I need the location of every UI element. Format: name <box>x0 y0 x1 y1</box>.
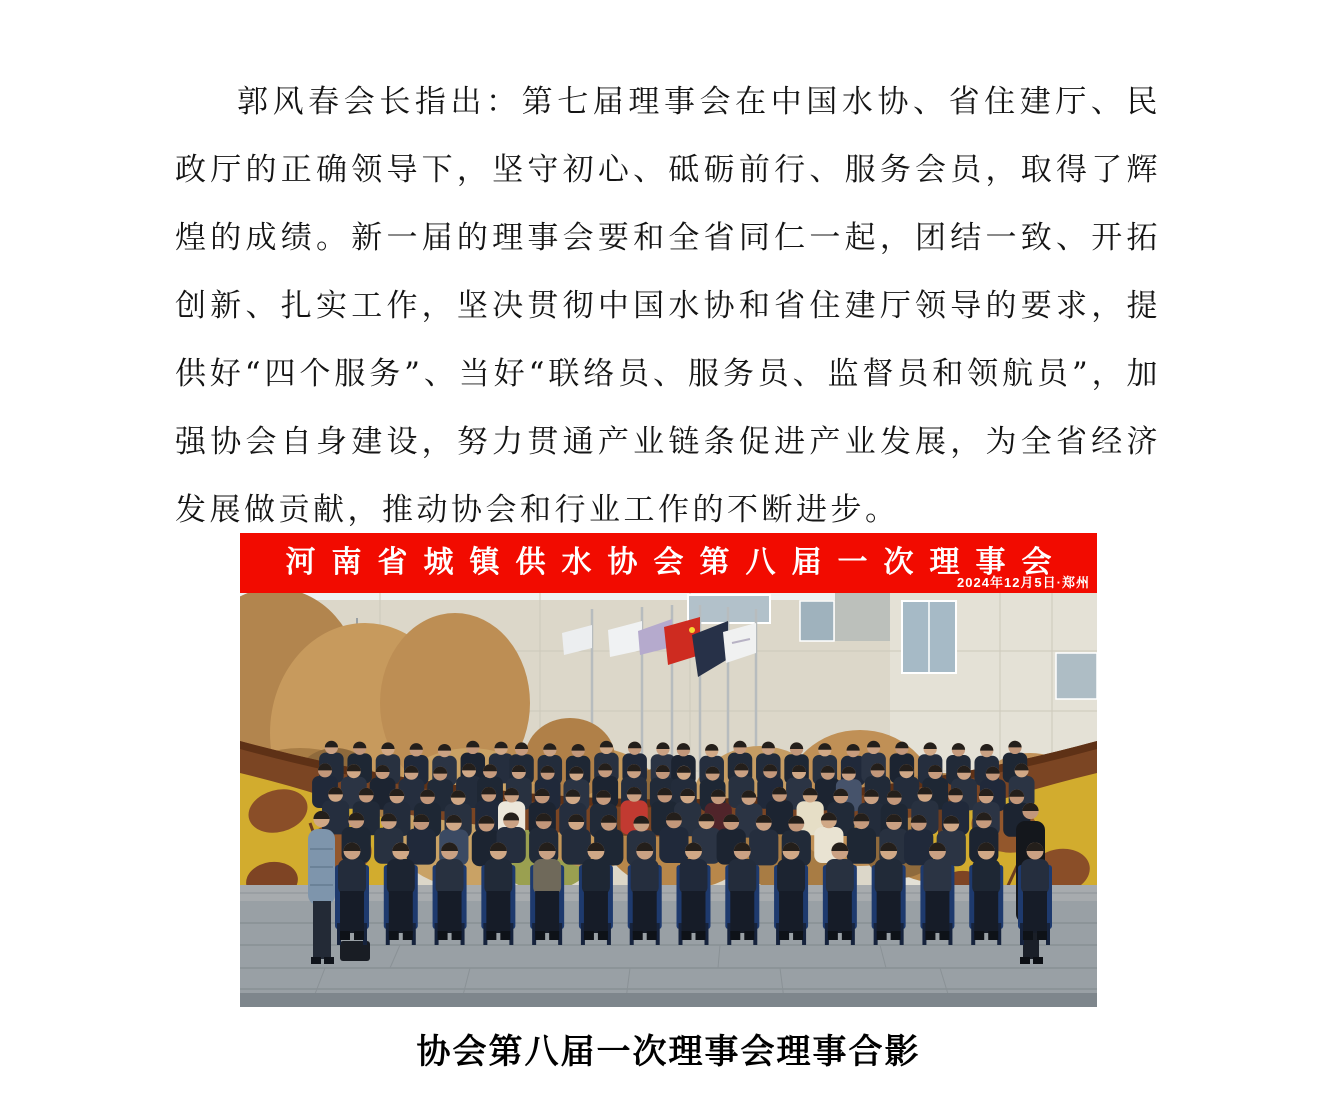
banner-title: 河南省城镇供水协会第八届一次理事会 <box>285 546 1068 579</box>
photo-caption: 协会第八届一次理事会理事合影 <box>416 1033 921 1071</box>
article-paragraph: 郭风春会长指出：第七届理事会在中国水协、省住建厅、民政厅的正确领导下，坚守初心、砥砺前行、服务会员，取得了辉煌的成绩。新一届的理事会要和全省同仁一起，团结一致、开拓创新、扎实工作，坚决贯彻中国水协和省住建厅领导的要求，提供好“四个服务”、当好“联络员、服务员、监督员和领航员”，加强协会自身建设，努力贯通产业链条促进产业发展，为全省经济发展做贡献，推动协会和行业工作的不断进步。 <box>175 84 1161 528</box>
photo-banner <box>240 533 1097 593</box>
banner-date: 2024年12月5日·郑州 <box>957 575 1090 590</box>
group-photo <box>240 533 1097 1007</box>
photo-image <box>240 593 1097 1007</box>
